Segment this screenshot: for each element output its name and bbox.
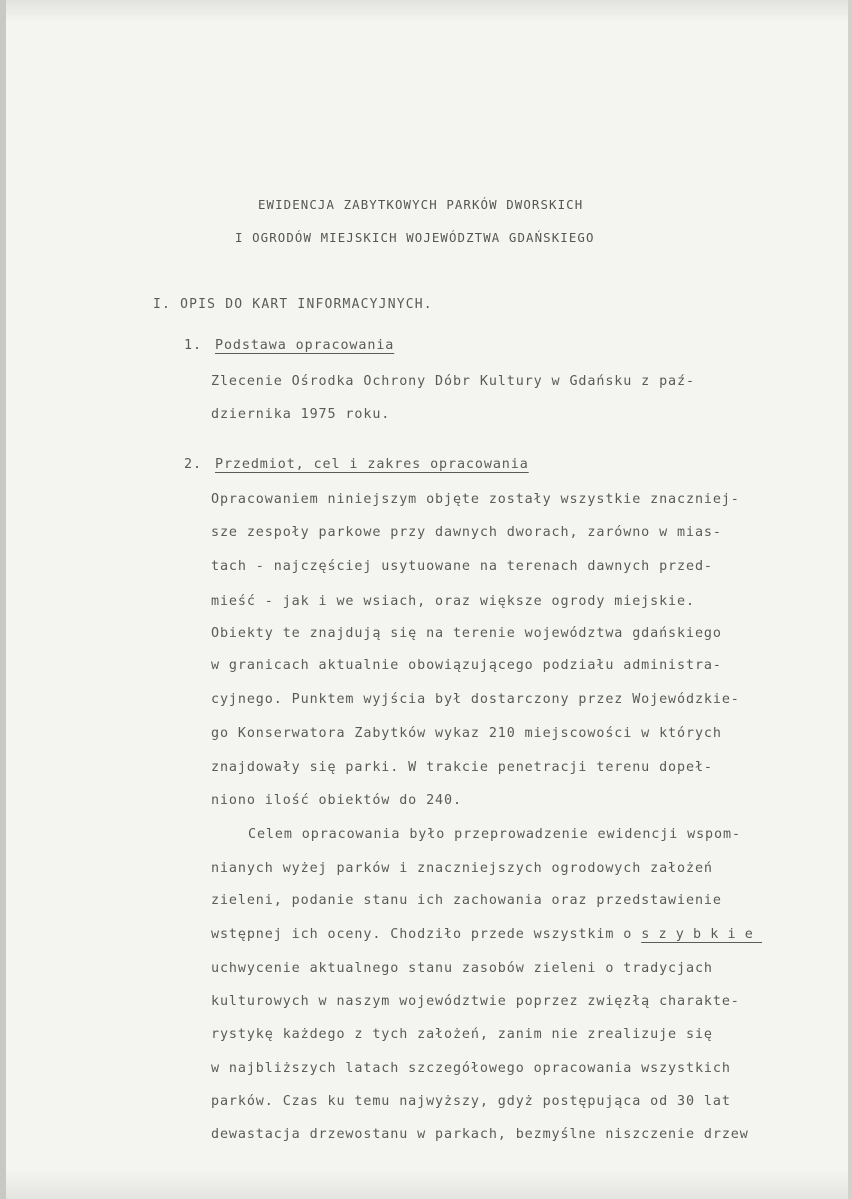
paragraph-1-line: cyjnego. Punktem wyjścia był dostarczony przez Wojewódzkie- [211,692,740,707]
paragraph-1-line: Obiekty te znajdują się na terenie województwa gdańskiego [211,626,722,641]
paragraph-1-line: tach - najczęściej usytuowane na terenach dawnych przed- [211,559,713,574]
paragraph-2-line: Celem opracowania było przeprowadzenie ewidencji wspom- [248,827,741,842]
scan-shadow-top [6,0,852,22]
paragraph-1-line: w granicach aktualnie obowiązującego podziału administra- [211,658,722,673]
paragraph-1-line: mieść - jak i we wsiach, oraz większe ogrody miejskie. [211,594,695,609]
emphasis-spaced-word: szybkie [641,927,763,942]
paragraph-1-line: niono ilość obiektów do 240. [211,793,462,808]
item-2-number: 2. [184,457,202,472]
paragraph-2-line: w najbliższych latach szczegółowego opracowania wszystkich [211,1061,731,1076]
paragraph-2-line-text: wstępnej ich oceny. Chodziło przede wszystkim o [211,927,633,942]
paragraph-2-line: nianych wyżej parków i znaczniejszych ogrodowych założeń [211,861,713,876]
item-1-text-line: Zlecenie Ośrodka Ochrony Dóbr Kultury w Gdańsku z paź- [211,374,695,389]
scan-shadow-bottom [6,1169,852,1199]
paragraph-2-line: zieleni, podanie stanu ich zachowania oraz przedstawienie [211,893,722,908]
item-2-heading: Przedmiot, cel i zakres opracowania [215,457,529,472]
paragraph-1-line: go Konserwatora Zabytków wykaz 210 miejscowości w których [211,726,722,741]
paragraph-2-line: dewastacja drzewostanu w parkach, bezmyślne niszczenie drzew [211,1127,749,1142]
paragraph-2-line: rystykę każdego z tych założeń, zanim nie zrealizuje się [211,1027,713,1042]
section-heading: I. OPIS DO KART INFORMACYJNYCH. [153,297,433,312]
document-title-line-2: I OGRODÓW MIEJSKICH WOJEWÓDZTWA GDAŃSKIEGO [235,230,595,245]
document-title-line-1: EWIDENCJA ZABYTKOWYCH PARKÓW DWORSKICH [258,197,584,212]
paragraph-1-line: sze zespoły parkowe przy dawnych dworach, zarówno w mias- [211,525,722,540]
paragraph-1-line: Opracowaniem niniejszym objęte zostały wszystkie znaczniej- [211,492,740,507]
item-1-number: 1. [184,338,202,353]
paragraph-2-line: parków. Czas ku temu najwyższy, gdyż postępująca od 30 lat [211,1094,731,1109]
paragraph-2-line: uchwycenie aktualnego stanu zasobów zieleni o tradycjach [211,961,713,976]
item-1-heading: Podstawa opracowania [215,338,395,353]
item-1-text-line: dziernika 1975 roku. [211,407,391,422]
paragraph-1-line: znajdowały się parki. W trakcie penetracji terenu dopeł- [211,760,713,775]
paragraph-2-line: kulturowych w naszym województwie poprzez zwięzłą charakte- [211,994,740,1009]
paragraph-2-line [211,927,762,942]
